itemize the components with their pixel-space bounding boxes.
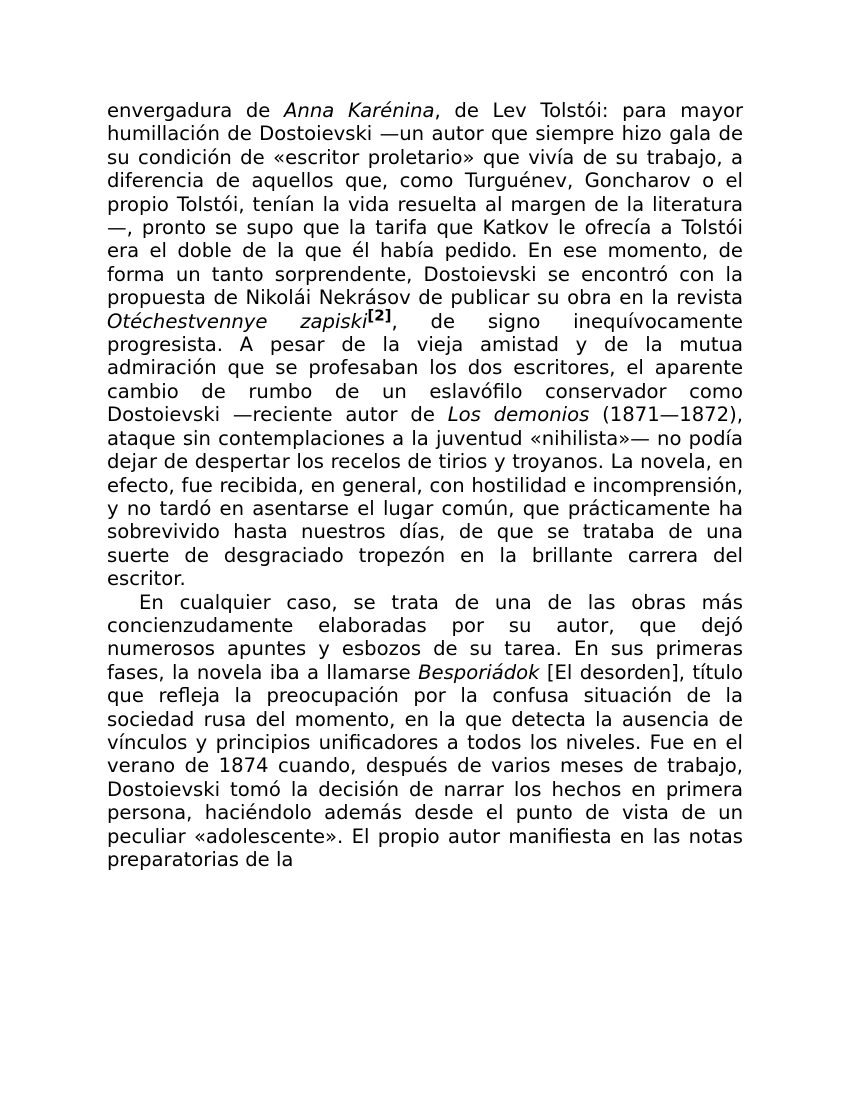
paragraph-1	[107, 99, 743, 591]
footnote-reference-link[interactable]: [2]	[367, 306, 392, 325]
text-segment: En cualquier caso, se trata de una de las obras más concienzudamente elaboradas por su autor, que dejó numerosos apuntes y esbozos de su tarea. En sus primeras fases, la novela iba a llamarse	[107, 590, 743, 684]
book-title-anna-karenina: Anna Karénina	[284, 99, 435, 122]
text-segment: [El desorden], título que refleja la preocupación por la confusa situación de la sociedad rusa del momento, en la que detecta la ausencia de vínculos y principios unificadores a todos los niveles. Fue en el verano de 1874 cuando, después de varios meses de trabajo, Dostoievski tomó la decisión de narrar los hechos en primera persona, haciéndolo además desde el punto de vista de un peculiar «adolescente». El propio autor manifiesta en las notas preparatorias de la	[107, 660, 743, 871]
working-title-besporiadok: Besporiádok	[418, 660, 540, 684]
journal-title: Otéchestvennye zapiski	[107, 309, 368, 333]
document-page	[107, 99, 743, 871]
book-title-los-demonios: Los demonios	[447, 403, 590, 427]
paragraph-2	[107, 591, 743, 872]
text-segment: , de signo inequívocamente progresista. A pesar de la vieja amistad y de la mutua admiración que se profesaban los dos escritores, el aparente cambio de rumbo de un eslavófilo conservador como Dostoievski —reciente autor de	[107, 309, 743, 427]
text-segment: (1871—1872), ataque sin contemplaciones a la juventud «nihilista»— no podía dejar de despertar los recelos de tirios y troyanos. La novela, en efecto, fue recibida, en general, con hostilidad e incomprensión, y no tardó en asentarse el lugar común, que prácticamente ha sobrevivido hasta nuestros días, de que se trataba de una suerte de desgraciado tropezón en la brillante carrera del escritor.	[107, 403, 743, 591]
text-segment: , de Lev Tolstói: para mayor humillación de Dostoievski —un autor que siempre hizo gala de su condición de «escritor proletario» que vivía de su trabajo, a diferencia de aquellos que, como Turguénev, Goncharov o el propio Tolstói, tenían la vida resuelta al margen de la literatura—, pronto se supo que la tarifa que Katkov le ofrecía a Tolstói era el doble de la que él había pedido. En ese momento, de forma un tanto sorprendente, Dostoievski se encontró con la propuesta de Nikolái Nekrásov de publicar su obra en la revista	[107, 99, 743, 310]
text-segment: envergadura de	[107, 99, 285, 122]
